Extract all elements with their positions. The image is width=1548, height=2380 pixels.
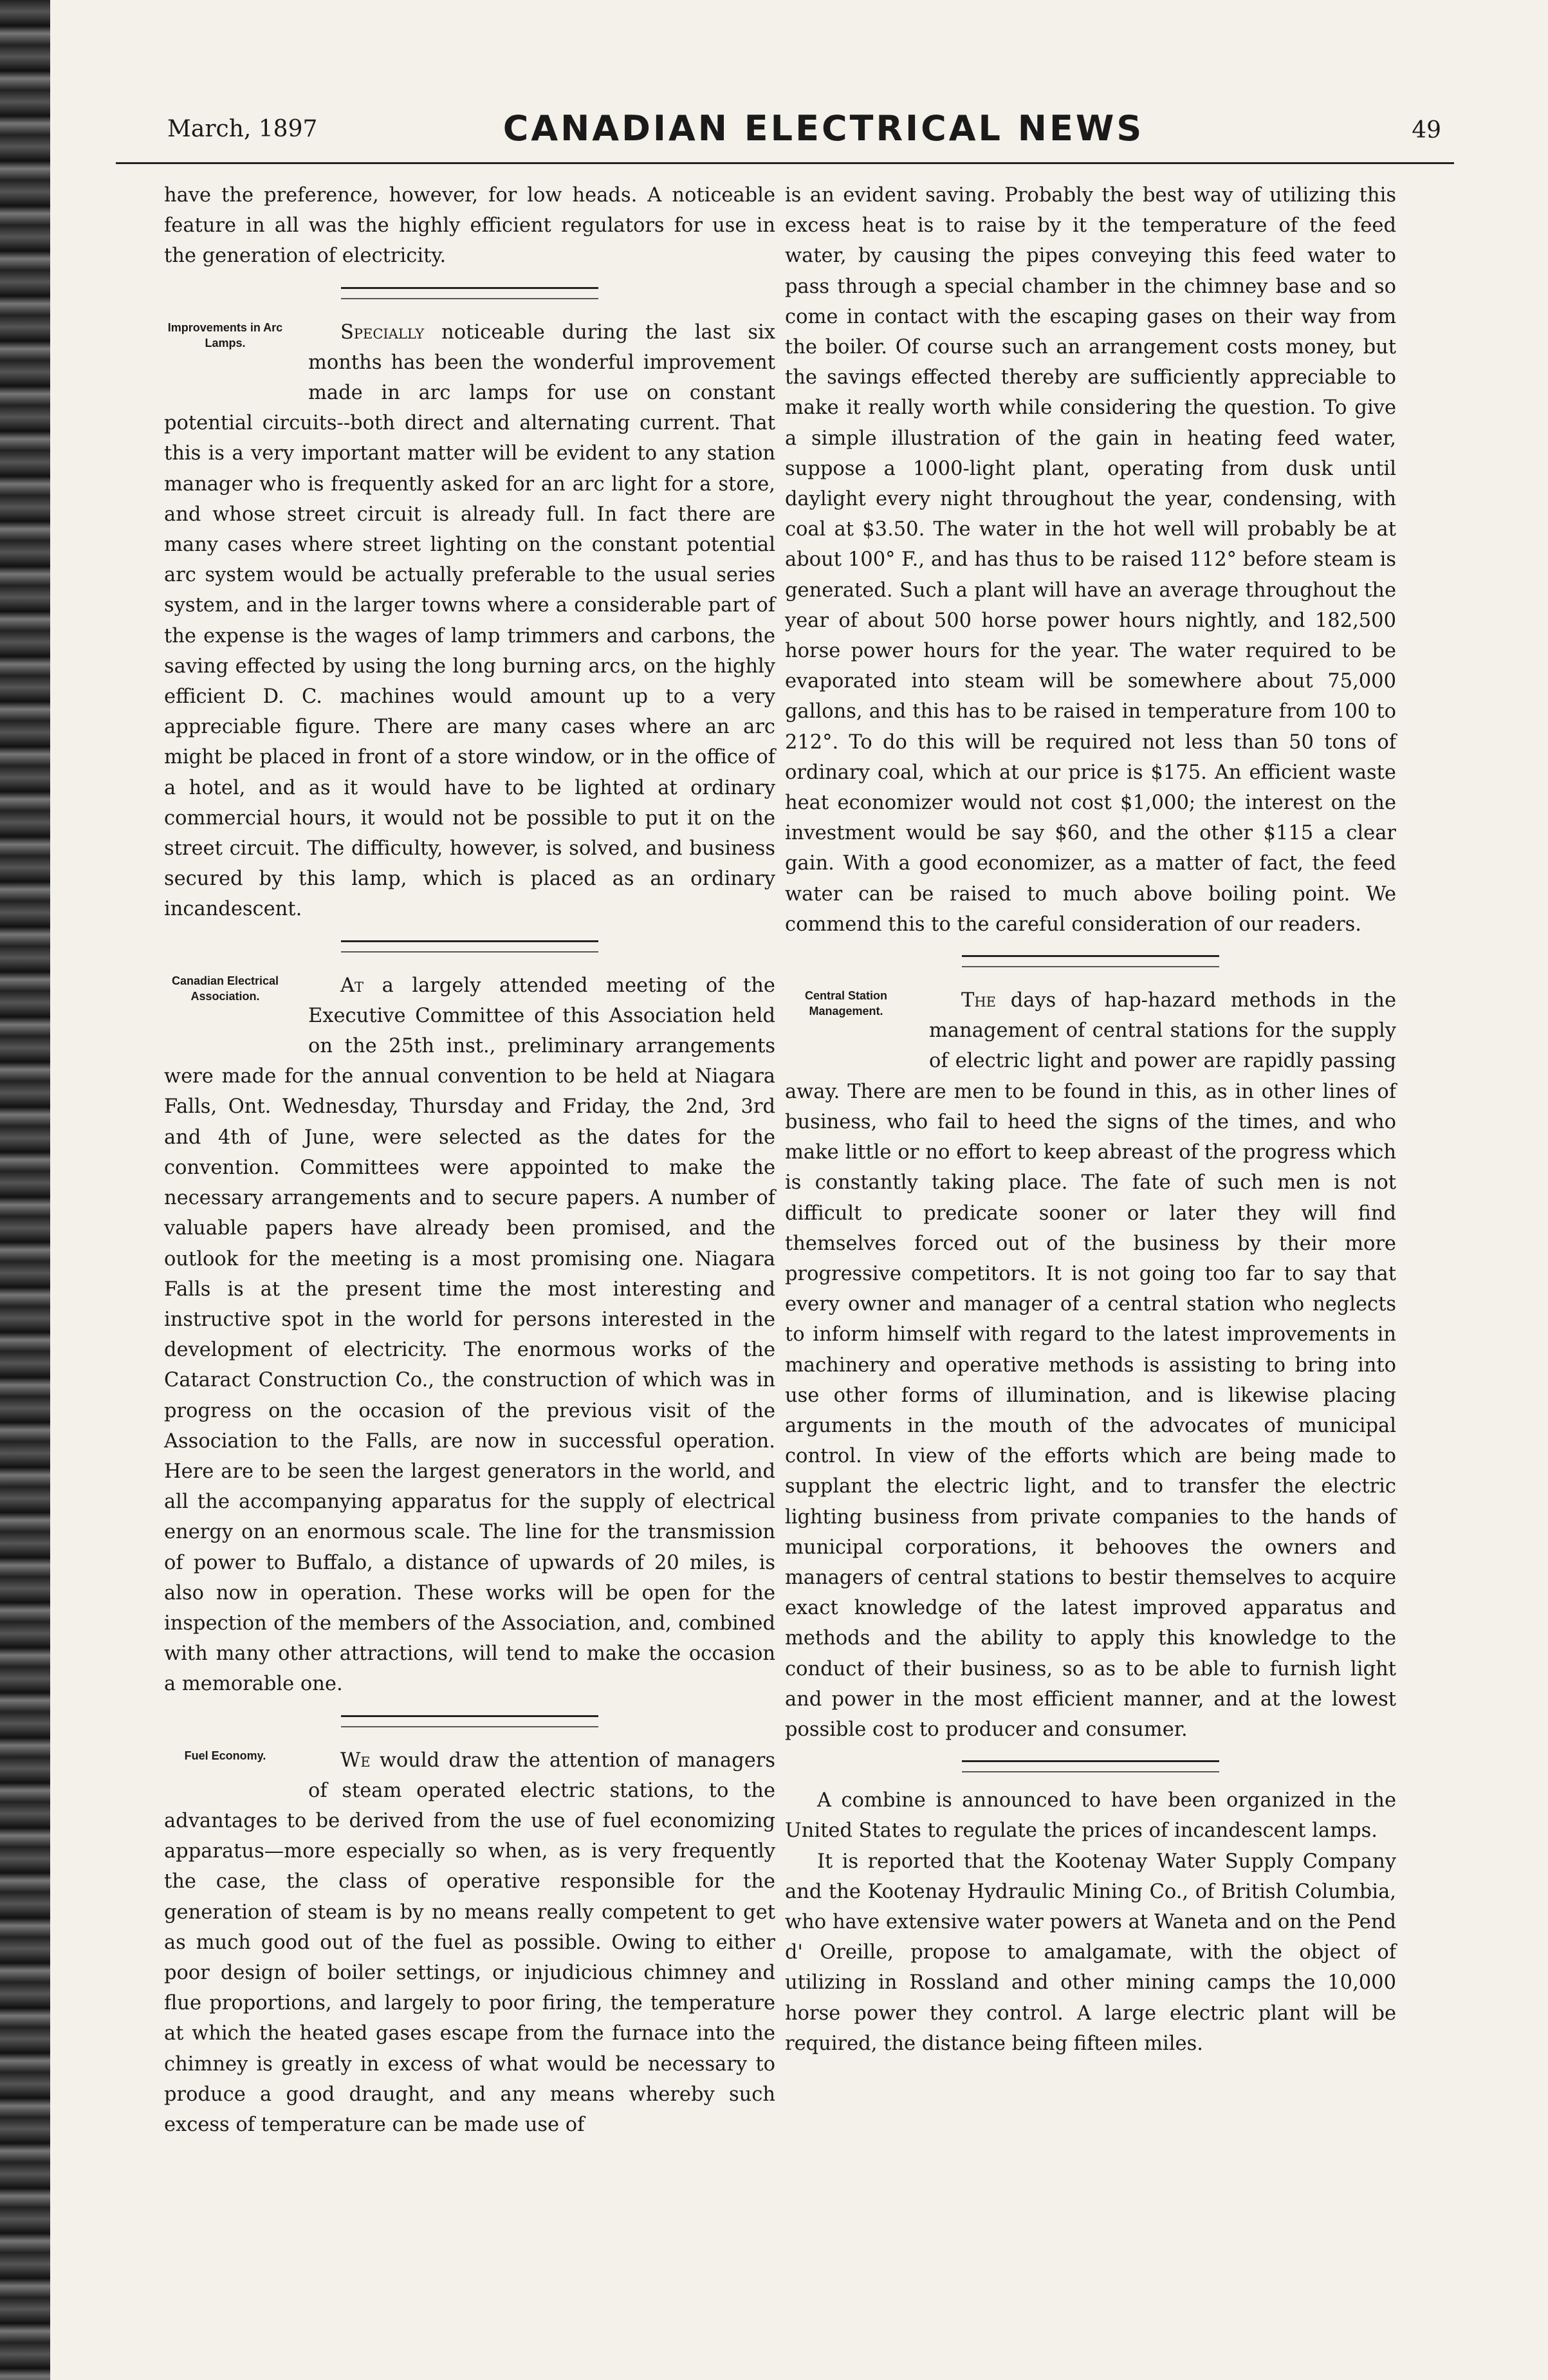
sidenote-association: Canadian Electrical Association. <box>171 974 279 1003</box>
masthead-title: CANADIAN ELECTRICAL NEWS <box>502 108 1145 149</box>
article-text: a largely attended meeting of the Executive Committee of this Association held on the 25th inst., preliminary arrangements were made for the annual convention to be held at Niagara Falls, Ont. Wednesday, Thursday and Friday, the 2nd, 3rd and 4th of June, were selected as the dates for the convention. Committees were appointed to make the necessary arrangements and to secure papers. A number of valuable papers have already been promised, and the outlook for the meeting is a most promising one. Niagara Falls is at the present time the most interesting and instructive spot in the world for persons interested in the development of electricity. The enormous works of the Cataract Construction Co., the construction of which was in progress on the occasion of the previous visit of the Association to the Falls, are now in successful operation. Here are to be seen the largest generators in the world, and all the accompanying apparatus for the supply of electrical energy on an enormous scale. The line for the transmission of power to Buffalo, a distance of upwards of 20 miles, is also now in operation. These works will be open for the inspection of the members of the Association, and, combined with many other attractions, will tend to make the occasion a memorable one. <box>164 974 775 1696</box>
sidenote-arc-lamps: Improvements in Arc Lamps. <box>167 321 283 349</box>
sidenote-fuel-economy: Fuel Economy. <box>184 1749 266 1762</box>
section-divider <box>341 287 598 299</box>
left-column <box>164 180 775 2140</box>
binding-edge <box>0 0 50 2380</box>
article-fuel-economy <box>164 1745 775 2141</box>
paragraph-kootenay: It is reported that the Kootenay Water Supply Company and the Kootenay Hydraulic Mining Co., of British Columbia, who have extensive water powers at Waneta and on the Pend d' Oreille, propose to amalgamate, with the object of utilizing in Rossland and other mining camps the 10,000 horse power they control. A large electric plant will be required, the distance being fifteen miles. <box>785 1850 1396 2055</box>
section-divider <box>341 1715 598 1727</box>
sidenote-central-station: Central Station Management. <box>804 989 887 1018</box>
continued-paragraph: have the preference, however, for low heads. A noticeable feature in all was the highly efficient regulators for use in the generation of electricity. <box>164 184 775 268</box>
continued-paragraph: is an evident saving. Probably the best way of utilizing this excess heat is to raise by it the temperature of the feed water, by causing the pipes conveying this feed water to pass through a special chamber in the chimney base and so come in contact with the escaping gases on their way from the boiler. Of course such an arrangement costs money, but the savings effected thereby are sufficiently appreciable to make it really worth while considering the question. To give a simple illustration of the gain in heating feed water, suppose a 1000-light plant, operating from dusk until daylight every night throughout the year, condensing, with coal at $3.50. The water in the hot well will probably be at about 100° F., and has thus to be raised 112° before steam is generated. Such a plant will have an average throughout the year of about 500 horse power hours nightly, and 182,500 horse power hours for the year. The water required to be evaporated into steam will be somewhere about 75,000 gallons, and this has to be raised in temperature from 100 to 212°. To do this will be required not less than 50 tons of ordinary coal, which at our price is $175. An efficient waste heat economizer would not cost $1,000; the interest on the investment would be say $60, and the other $115 a clear gain. With a good economizer, as a matter of fact, the feed water can be raised to much above boiling point. We commend this to the careful consideration of our readers. <box>785 184 1396 936</box>
header-date: March, 1897 <box>167 116 318 142</box>
right-column <box>785 180 1396 2059</box>
section-divider <box>962 955 1219 967</box>
article-text: days of hap-hazard methods in the management of central stations for the supply of electric light and power are rapidly passing away. There are men to be found in this, as in other lines of business, who fail to heed the signs of the times, and who make little or no effort to keep abreast of the progress which is constantly taking place. The fate of such men is not difficult to predicate sooner or later they will find themselves forced out of the business by their more progressive competitors. It is not going too far to say that every owner and manager of a central station who neglects to inform himself with regard to the latest improvements in machinery and operative methods is assisting to bring into use other forms of illumination, and is likewise placing arguments in the mouth of the advocates of municipal control. In view of the efforts which are being made to supplant the electric light, and to transfer the electric lighting business from private companies to the hands of municipal corporations, it behooves the owners and managers of central stations to bestir themselves to acquire exact knowledge of the latest improved apparatus and methods and the ability to apply this knowledge to the conduct of their business, so as to be able to furnish light and power in the most efficient manner, and at the lowest possible cost to producer and consumer. <box>785 989 1396 1741</box>
section-divider <box>341 940 598 953</box>
header-rule <box>116 162 1454 164</box>
article-association <box>164 971 775 1700</box>
lead-word: Specially <box>340 321 425 344</box>
section-divider <box>962 1760 1219 1772</box>
paragraph-combine: A combine is announced to have been organized in the United States to regulate the prices of incandescent lamps. <box>785 1789 1396 1843</box>
lead-word: The <box>961 989 996 1012</box>
page-header <box>116 108 1454 153</box>
article-text: would draw the attention of managers of steam operated electric stations, to the advantages to be derived from the use of fuel economizing apparatus—more especially so when, as is very frequently the case, the class of operative responsible for the generation of steam is by no means really competent to get as much good out of the fuel as possible. Owing to either poor design of boiler settings, or injudicious chimney and flue proportions, and largely to poor firing, the temperature at which the heated gases escape from the furnace into the chimney is greatly in excess of what would be necessary to produce a good draught, and any means whereby such excess of temperature can be made use of <box>164 1749 775 2136</box>
article-text: noticeable during the last six months has been the wonderful improvement made in arc lamps for use on constant potential circuits--both direct and alternating current. That this is a very important matter will be evident to any station manager who is frequently asked for an arc light for a store, and whose street circuit is already full. In fact there are many cases where street lighting on the constant potential arc system would be actually preferable to the usual series system, and in the larger towns where a considerable part of the expense is the wages of lamp trimmers and carbons, the saving effected by using the long burning arcs, on the highly efficient D. C. machines would amount up to a very appreciable figure. There are many cases where an arc might be placed in front of a store window, or in the office of a hotel, and as it would have to be lighted at ordinary commercial hours, it would not be possible to put it on the street circuit. The difficulty, however, is solved, and business secured by this lamp, which is placed as an ordinary incandescent. <box>164 321 775 921</box>
article-central-station <box>785 985 1396 1745</box>
page-number: 49 <box>1412 117 1441 144</box>
lead-word: We <box>340 1749 371 1772</box>
lead-word: At <box>340 974 364 997</box>
article-arc-lamps <box>164 317 775 925</box>
